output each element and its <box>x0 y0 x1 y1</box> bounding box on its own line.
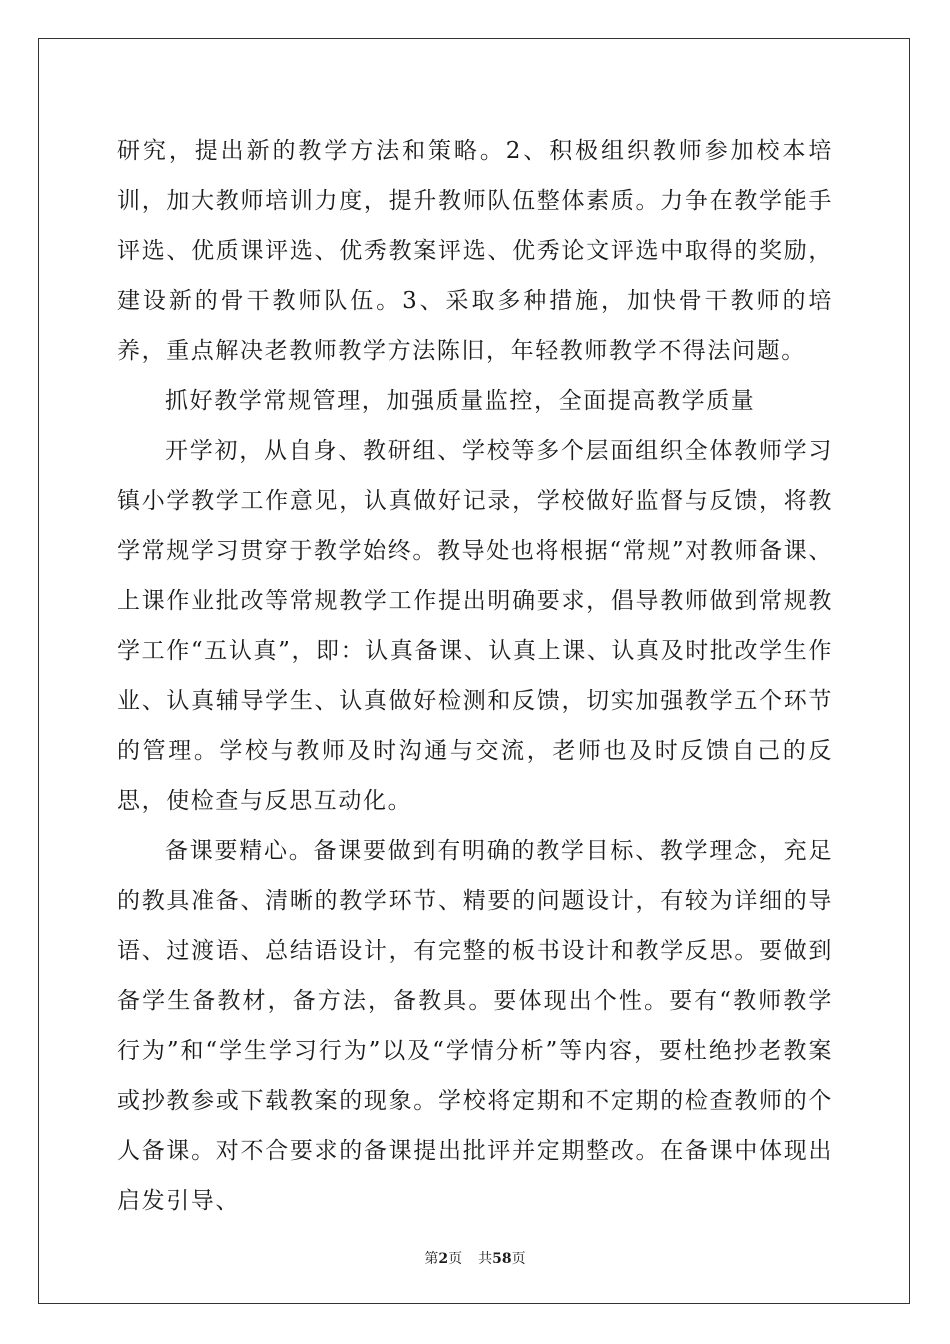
paragraph-lesson-prep: 备课要精心。备课要做到有明确的教学目标、教学理念，充足的教具准备、清晰的教学环节、精要的问题设计，有较为详细的导语、过渡语、总结语设计，有完整的板书设计和教学反思。要做到备学生备教材，备方法，备教具。要体现出个性。要有“教师教学行为”和“学生学习行为”以及“学情分析”等内容，要杜绝抄老教案或抄教参或下载教案的现象。学校将定期和不定期的检查教师的个人备课。对不合要求的备课提出批评并定期整改。在备课中体现出启发引导、 <box>117 838 833 1214</box>
paragraph-continuation: 研究，提出新的教学方法和策略。2、积极组织教师参加校本培训，加大教师培训力度，提升教师队伍整体素质。力争在教学能手评选、优质课评选、优秀教案评选、优秀论文评选中取得的奖励，建设新的骨干教师队伍。3、采取多种措施，加快骨干教师的培养，重点解决老教师教学方法陈旧，年轻教师教学不得法问题。 <box>117 138 833 364</box>
paragraph-teaching-routine: 开学初，从自身、教研组、学校等多个层面组织全体教师学习镇小学教学工作意见，认真做好记录，学校做好监督与反馈，将教学常规学习贯穿于教学始终。教导处也将根据“常规”对教师备课、上课作业批改等常规教学工作提出明确要求，倡导教师做到常规教学工作“五认真”，即：认真备课、认真上课、认真及时批改学生作业、认真辅导学生、认真做好检测和反馈，切实加强教学五个环节的管理。学校与教师及时沟通与交流，老师也及时反馈自己的反思，使检查与反思互动化。 <box>117 438 833 814</box>
page-footer <box>0 1248 950 1268</box>
section-heading: 抓好教学常规管理，加强质量监控，全面提高教学质量 <box>165 388 756 414</box>
footer-page-number: 2 <box>438 1251 449 1267</box>
footer-total-prefix: 共 <box>478 1251 493 1267</box>
footer-page-suffix: 页 <box>448 1251 463 1267</box>
document-body <box>117 126 833 1226</box>
footer-total-suffix: 页 <box>511 1251 526 1267</box>
footer-page-prefix: 第 <box>424 1251 439 1267</box>
footer-total-pages: 58 <box>492 1251 512 1267</box>
